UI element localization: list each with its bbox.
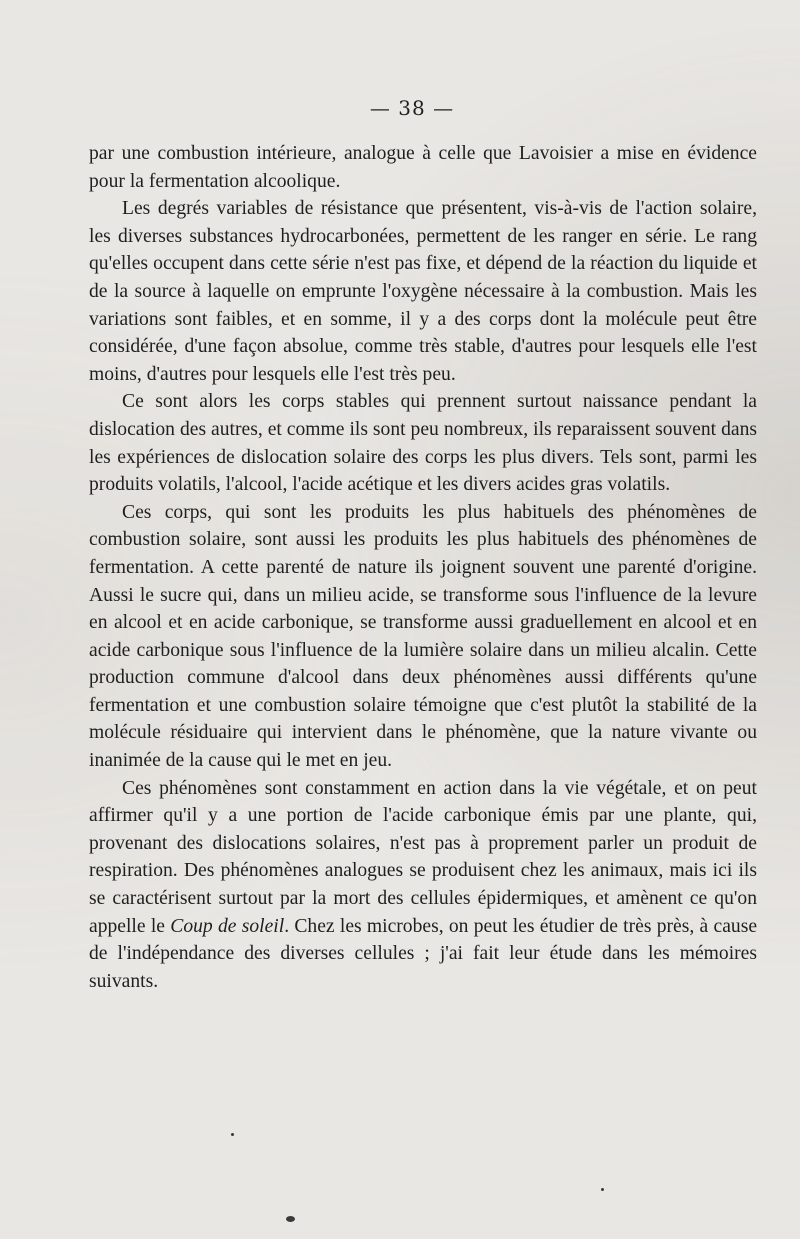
paragraph-4: Ces corps, qui sont les produits les plus habituels des phénomènes de combustion solaire, sont aussi les produits les plus habituels des phénomènes de fermentation. A cette parenté de nature ils joignent souvent une parenté d'origine. Aussi le sucre qui, dans un milieu acide, se transforme sous l'influence de la levure en alcool et en acide carbonique, se transforme aussi graduellement en alcool et en acide carbonique sous l'influence de la lumière solaire dans un milieu alcalin. Cette production commune d'alcool dans deux phénomènes aussi différents qu'une fermentation et une combustion solaire témoigne que c'est plutôt la stabilité de la molécule résiduaire qui intervient dans le phénomène, que la nature vivante ou inanimée de la cause qui le met en jeu. — [89, 501, 757, 772]
paragraph-5-text-before: Ces phénomènes sont constamment en action dans la vie végétale, et on peut affirmer qu'il y a une portion de l'acide carbonique émis par une plante, qui, provenant des dislocations solaires, n'est pas à proprement parler un produit de respiration. Des phénomènes analogues se produisent chez les animaux, mais ici ils se caractérisent surtout par la mort des cellules épidermiques, et amènent ce qu'on appelle le — [89, 777, 757, 937]
paragraph-3: Ce sont alors les corps stables qui prennent surtout naissance pendant la dislocation des autres, et comme ils sont peu nombreux, ils reparaissent souvent dans les expériences de dislocation solaire des corps les plus divers. Tels sont, parmi les produits volatils, l'alcool, l'acide acétique et les divers acides gras volatils. — [89, 391, 757, 496]
paragraph-5 — [89, 775, 757, 996]
italic-term: Coup de soleil — [170, 915, 285, 937]
ink-speck — [286, 1216, 295, 1222]
paragraph-5-text-after: . Chez les microbes, on peut les étudier de très près, à cause de l'indépendance des diverses cellules ; j'ai fait leur étude dans les mémoires suivants. — [89, 915, 758, 992]
ink-speck — [231, 1133, 234, 1136]
paragraph-2: Les degrés variables de résistance que présentent, vis-à-vis de l'action solaire, les diverses substances hydrocarbonées, permettent de les ranger en série. Le rang qu'elles occupent dans cette série n'est pas fixe, et dépend de la réaction du liquide et de la source à laquelle on emprunte l'oxygène nécessaire à la combustion. Mais les variations sont faibles, et en somme, il y a des corps dont la molécule peut être considérée, d'une façon absolue, comme très stable, d'autres pour lesquels elle l'est moins, d'autres pour lesquels elle l'est très peu. — [89, 198, 757, 385]
ink-speck — [601, 1188, 604, 1191]
page-number: — 38 — — [369, 96, 455, 120]
body-text — [89, 140, 757, 995]
paragraph-1: par une combustion intérieure, analogue à celle que Lavoisier a mise en évidence pour la fermentation alcoolique. — [89, 143, 757, 192]
